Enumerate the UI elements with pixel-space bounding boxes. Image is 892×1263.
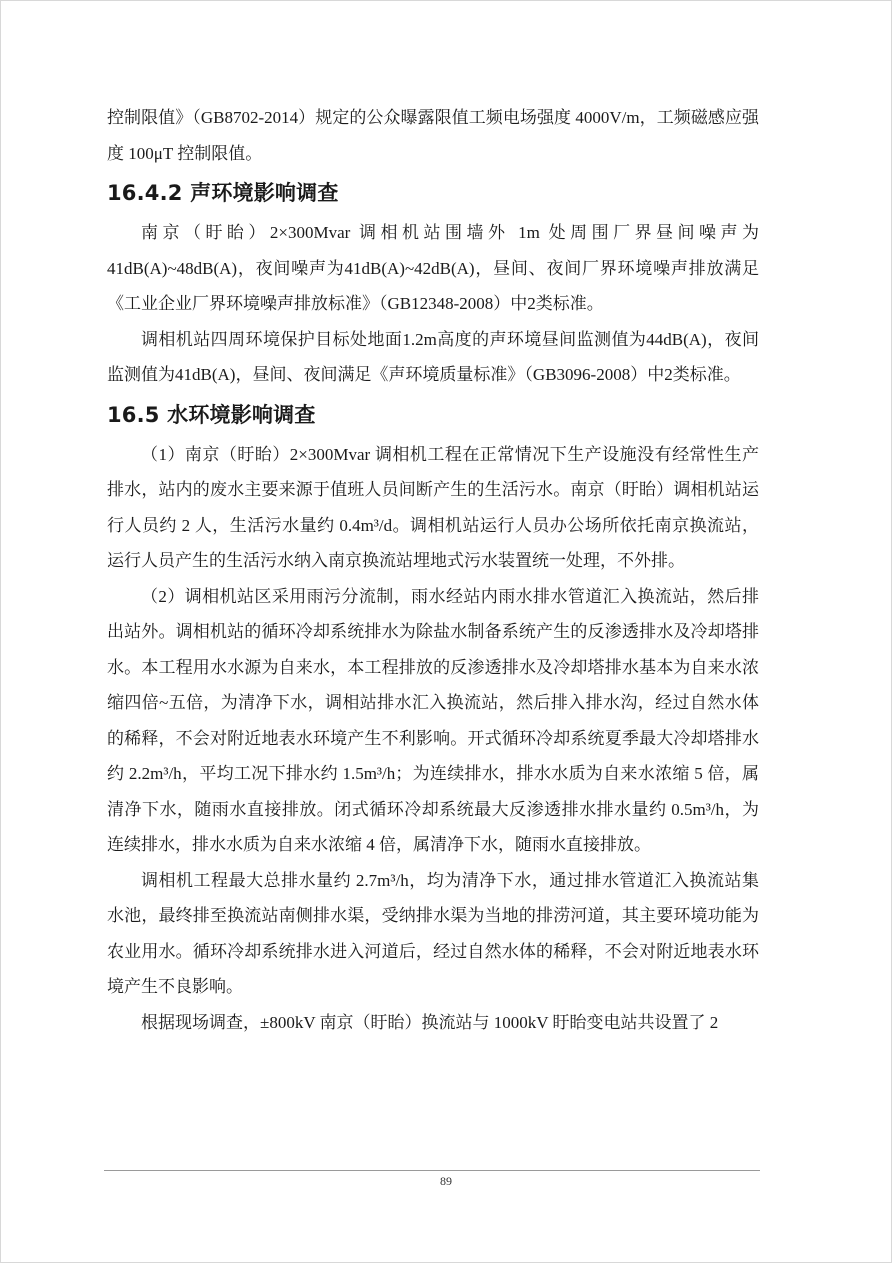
- paragraph-water-2: （2）调相机站区采用雨污分流制，雨水经站内雨水排水管道汇入换流站，然后排出站外。调相机站的循环冷却系统排水为除盐水制备系统产生的反渗透排水及冷却塔排水。本工程用水水源为自来水，本工程排放的反渗透排水及冷却塔排水基本为自来水浓缩四倍~五倍，为清净下水，调相站排水汇入换流站，然后排入排水沟，经过自然水体的稀释，不会对附近地表水环境产生不利影响。开式循环冷却系统夏季最大冷却塔排水约 2.2m³/h，平均工况下排水约 1.5m³/h；为连续排水，排水水质为自来水浓缩 5 倍，属清净下水，随雨水直接排放。闭式循环冷却系统最大反渗透排水排水量约 0.5m³/h，为连续排水，排水水质为自来水浓缩 4 倍，属清净下水，随雨水直接排放。: [107, 586, 759, 854]
- paragraph-continuation: 控制限值》（GB8702-2014）规定的公众曝露限值工频电场强度 4000V/m，工频磁感应强度 100μT 控制限值。: [107, 108, 759, 163]
- paragraph-water-total: 调相机工程最大总排水量约 2.7m³/h，均为清净下水，通过排水管道汇入换流站集水池，最终排至换流站南侧排水渠，受纳排水渠为当地的排涝河道，其主要环境功能为农业用水。循环冷却系统排水进入河道后，经过自然水体的稀释，不会对附近地表水环境产生不良影响。: [107, 870, 759, 996]
- section-heading-water: 16.5 水环境影响调查: [107, 402, 316, 427]
- section-heading-sound: 16.4.2 声环境影响调查: [107, 181, 339, 205]
- paragraph-water-1: （1）南京（盱眙）2×300Mvar 调相机工程在正常情况下生产设施没有经常性生产排水，站内的废水主要来源于值班人员间断产生的生活污水。南京（盱眙）调相机站运行人员约 2 人，生活污水量约 0.4m³/d。调相机站运行人员办公场所依托南京换流站，运行人员产生的生活污水纳入南京换流站埋地式污水装置统一处理，不外排。: [107, 444, 759, 570]
- paragraph-noise-boundary: 南京（盱眙）2×300Mvar 调相机站围墙外 1m 处周围厂界昼间噪声为 41dB(A)~48dB(A)，夜间噪声为41dB(A)~42dB(A)，昼间、夜间厂界环境噪声排放满足《工业企业厂界环境噪声排放标准》（GB12348-2008）中2类标准。: [107, 223, 759, 313]
- paragraph-site-survey: 根据现场调查，±800kV 南京（盱眙）换流站与 1000kV 盱眙变电站共设置了 2: [141, 1012, 719, 1032]
- document-body: [107, 100, 759, 1040]
- paragraph-noise-targets: 调相机站四周环境保护目标处地面1.2m高度的声环境昼间监测值为44dB(A)，夜间监测值为41dB(A)，昼间、夜间满足《声环境质量标准》（GB3096-2008）中2类标准。: [107, 329, 759, 384]
- page-number: 89: [440, 1174, 452, 1188]
- footer-divider: [104, 1170, 760, 1171]
